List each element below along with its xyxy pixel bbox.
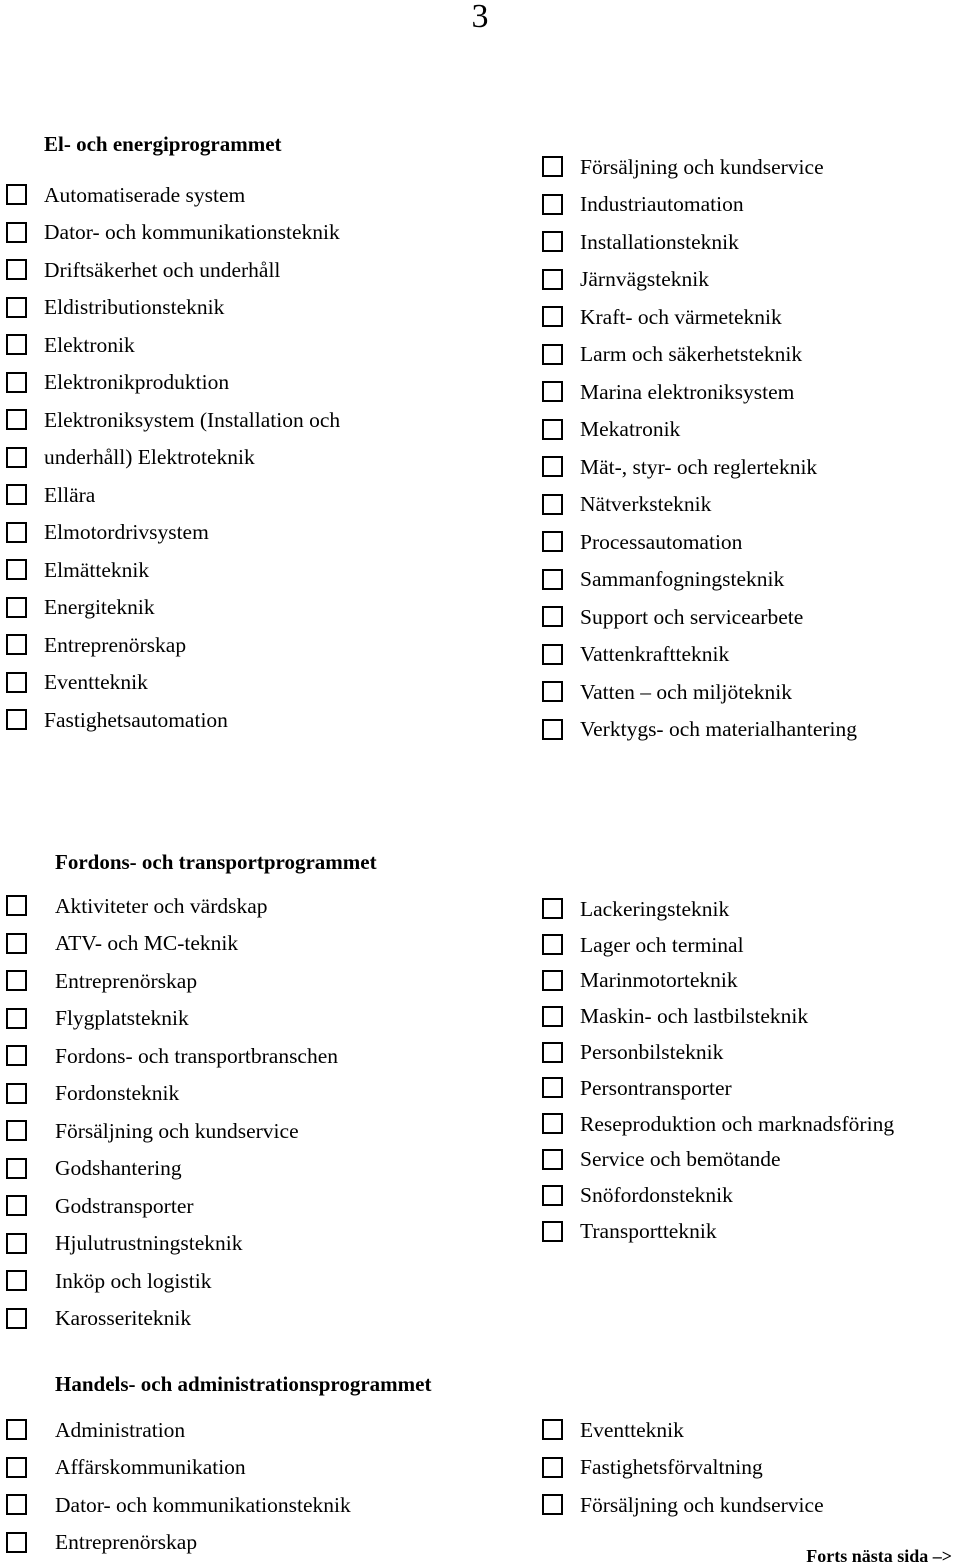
- checklist-item-label: Kraft- och värmeteknik: [580, 304, 782, 329]
- checklist-item-label: Entreprenörskap: [55, 1530, 198, 1555]
- checklist-item: [6, 962, 338, 1000]
- checklist-item-label: Transportteknik: [580, 1219, 717, 1244]
- checklist-item: [6, 364, 340, 402]
- checklist-item-label: Fastighetsförvaltning: [580, 1455, 763, 1480]
- checklist-item-label: Marinmotorteknik: [580, 968, 738, 993]
- checklist-item-label: Eldistributionsteknik: [44, 295, 225, 320]
- checklist-item-label: Nätverksteknik: [580, 492, 712, 517]
- checklist-item: [6, 1449, 351, 1487]
- checklist-item-label: Hjulutrustningsteknik: [55, 1231, 243, 1256]
- checkbox[interactable]: [6, 184, 27, 205]
- checkbox[interactable]: [6, 1457, 27, 1478]
- checklist-item: [542, 673, 857, 711]
- checkbox[interactable]: [6, 1233, 27, 1254]
- checkbox[interactable]: [6, 1120, 27, 1141]
- checklist-item: [542, 523, 857, 561]
- checklist-item-label: Affärskommunikation: [55, 1455, 246, 1480]
- checklist-item: [542, 927, 894, 963]
- checklist-item: [6, 1000, 338, 1038]
- checkbox[interactable]: [6, 1270, 27, 1291]
- checklist-item-label: Elmotordrivsystem: [44, 520, 209, 545]
- checklist-item-label: ATV- och MC-teknik: [55, 931, 239, 956]
- checklist-item: [542, 1106, 894, 1142]
- checklist-item: [6, 514, 340, 552]
- checklist-item: [6, 626, 340, 664]
- checklist-item: [542, 336, 857, 374]
- checklist-item: [542, 711, 857, 749]
- checklist-item: [542, 448, 857, 486]
- checklist-item: [542, 261, 857, 299]
- checklist-item-label: underhåll) Elektroteknik: [44, 445, 255, 470]
- checklist-item: [542, 148, 857, 186]
- checklist-item-label: Administration: [55, 1417, 186, 1442]
- checkbox[interactable]: [542, 719, 563, 740]
- checkbox[interactable]: [542, 1419, 563, 1440]
- checkbox[interactable]: [542, 419, 563, 440]
- checklist-item-label: Installationsteknik: [580, 229, 739, 254]
- checklist-item: [6, 214, 340, 252]
- checklist-item-label: Försäljning och kundservice: [55, 1118, 299, 1143]
- checklist-item: [542, 963, 894, 999]
- checkbox[interactable]: [6, 1083, 27, 1104]
- checkbox[interactable]: [6, 297, 27, 318]
- checklist-item-label: Automatiserade system: [44, 182, 246, 207]
- checklist-item-label: Fordons- och transportbranschen: [55, 1043, 339, 1068]
- checklist-item: [542, 1213, 894, 1249]
- checkbox[interactable]: [6, 895, 27, 916]
- checklist-item: [542, 561, 857, 599]
- checklist-item: [6, 1225, 338, 1263]
- checklist-item: [6, 1150, 338, 1188]
- checkbox[interactable]: [6, 409, 27, 430]
- checkbox[interactable]: [6, 1419, 27, 1440]
- checkbox[interactable]: [6, 484, 27, 505]
- checkbox[interactable]: [6, 1494, 27, 1515]
- checklist-item: [542, 298, 857, 336]
- checklist-item: [6, 551, 340, 589]
- checkbox[interactable]: [6, 1008, 27, 1029]
- checklist-item-label: Sammanfogningsteknik: [580, 567, 785, 592]
- checklist-item: [542, 411, 857, 449]
- checklist-item-label: Elektronik: [44, 332, 135, 357]
- checkbox[interactable]: [542, 1077, 563, 1098]
- section-heading-fordon-transport: Fordons- och transportprogrammet: [55, 850, 377, 874]
- checklist-item-label: Elektronikproduktion: [44, 370, 230, 395]
- checklist-item: [6, 439, 340, 477]
- checklist-item: [6, 401, 340, 439]
- checkbox[interactable]: [542, 898, 563, 919]
- checklist-item-label: Mät-, styr- och reglerteknik: [580, 454, 818, 479]
- checklist-item-label: Driftsäkerhet och underhåll: [44, 257, 281, 282]
- checklist-item: [6, 1262, 338, 1300]
- checklist-item: [542, 373, 857, 411]
- checkbox[interactable]: [542, 269, 563, 290]
- checklist-item: [6, 476, 340, 514]
- checklist-item-label: Lager och terminal: [580, 932, 744, 957]
- checklist-item: [542, 1177, 894, 1213]
- checklist-item: [6, 326, 340, 364]
- checklist-item: [6, 925, 338, 963]
- checklist-item-label: Elektroniksystem (Installation och: [44, 407, 341, 432]
- checklist-item-label: Dator- och kommunikationsteknik: [55, 1492, 351, 1517]
- checklist-item-label: Service och bemötande: [580, 1147, 781, 1172]
- checklist-item-label: Aktiviteter och värdskap: [55, 893, 268, 918]
- checkbox[interactable]: [6, 1158, 27, 1179]
- checkbox[interactable]: [6, 1045, 27, 1066]
- checkbox[interactable]: [542, 456, 563, 477]
- checklist-item: [542, 1411, 824, 1449]
- checkbox[interactable]: [542, 1006, 563, 1027]
- checklist-item-label: Försäljning och kundservice: [580, 1492, 824, 1517]
- checkbox[interactable]: [542, 569, 563, 590]
- checklist-item-label: Järnvägsteknik: [580, 267, 709, 292]
- checklist-item-label: Eventteknik: [580, 1417, 684, 1442]
- checklist-item-label: Support och servicearbete: [580, 604, 804, 629]
- checkbox[interactable]: [6, 970, 27, 991]
- checklist-item: [542, 1486, 824, 1524]
- checklist-item-label: Karosseriteknik: [55, 1306, 192, 1331]
- checklist-item-label: Reseproduktion och marknadsföring: [580, 1111, 895, 1136]
- checklist-item-label: Försäljning och kundservice: [580, 154, 824, 179]
- checklist-item-label: Elmätteknik: [44, 557, 150, 582]
- checklist-item: [542, 486, 857, 524]
- checklist-item: [542, 1142, 894, 1178]
- checkbox[interactable]: [542, 1042, 563, 1063]
- page-number: 3: [471, 0, 489, 35]
- checklist-item-label: Maskin- och lastbilsteknik: [580, 1004, 809, 1029]
- section-heading-el-energi: El- och energiprogrammet: [44, 132, 282, 156]
- checklist-item-label: Lackeringsteknik: [580, 896, 730, 921]
- checklist-item-label: Industriautomation: [580, 192, 744, 217]
- checklist-item: [6, 289, 340, 327]
- checkbox[interactable]: [542, 531, 563, 552]
- checklist-item-label: Godstransporter: [55, 1193, 194, 1218]
- checkbox[interactable]: [542, 1149, 563, 1170]
- checkbox[interactable]: [542, 934, 563, 955]
- checklist-item: [542, 1449, 824, 1487]
- checklist-item-label: Processautomation: [580, 529, 743, 554]
- checkbox[interactable]: [542, 156, 563, 177]
- checklist-item-label: Personbilsteknik: [580, 1040, 724, 1065]
- checklist-item: [6, 1187, 338, 1225]
- checklist-item: [6, 1486, 351, 1524]
- checkbox[interactable]: [6, 259, 27, 280]
- checkbox[interactable]: [542, 1113, 563, 1134]
- checklist-item-label: Entreprenörskap: [44, 632, 187, 657]
- checkbox[interactable]: [542, 194, 563, 215]
- checkbox[interactable]: [6, 1308, 27, 1329]
- checklist-item: [6, 1112, 338, 1150]
- checkbox[interactable]: [542, 231, 563, 252]
- checkbox[interactable]: [6, 334, 27, 355]
- checklist-item-label: Vattenkraftteknik: [580, 642, 730, 667]
- checklist-item: [542, 1034, 894, 1070]
- checklist-handel-administration-left: [6, 1411, 351, 1561]
- checkbox[interactable]: [6, 597, 27, 618]
- checklist-item: [542, 998, 894, 1034]
- checkbox[interactable]: [6, 634, 27, 655]
- checkbox[interactable]: [6, 933, 27, 954]
- checklist-handel-administration-right: [542, 1411, 824, 1524]
- checkbox[interactable]: [542, 970, 563, 991]
- checkbox[interactable]: [6, 1532, 27, 1553]
- checkbox[interactable]: [542, 1185, 563, 1206]
- checklist-item-label: Snöfordonsteknik: [580, 1183, 733, 1208]
- checklist-item: [542, 891, 894, 927]
- checklist-item-label: Energiteknik: [44, 595, 155, 620]
- checklist-item: [6, 176, 340, 214]
- checklist-item-label: Larm och säkerhetsteknik: [580, 342, 803, 367]
- checklist-item-label: Flygplatsteknik: [55, 1006, 189, 1031]
- checklist-el-energi-left: [6, 176, 340, 739]
- checkbox[interactable]: [542, 1494, 563, 1515]
- continue-next-page-note: Forts nästa sida –>: [806, 1546, 952, 1566]
- checkbox[interactable]: [6, 672, 27, 693]
- checklist-item-label: Dator- och kommunikationsteknik: [44, 220, 340, 245]
- checklist-item-label: Verktygs- och materialhantering: [580, 717, 858, 742]
- checklist-item: [542, 186, 857, 224]
- checklist-item: [6, 1524, 351, 1562]
- checklist-item: [6, 887, 338, 925]
- checklist-el-energi-right: [542, 148, 857, 748]
- checklist-item-label: Persontransporter: [580, 1075, 732, 1100]
- checkbox[interactable]: [6, 447, 27, 468]
- checkbox[interactable]: [6, 709, 27, 730]
- checklist-item: [542, 1070, 894, 1106]
- checkbox[interactable]: [542, 1457, 563, 1478]
- checkbox[interactable]: [6, 522, 27, 543]
- checklist-item-label: Fordonsteknik: [55, 1081, 180, 1106]
- checklist-item-label: Godshantering: [55, 1156, 182, 1181]
- checkbox[interactable]: [6, 372, 27, 393]
- checkbox[interactable]: [542, 306, 563, 327]
- checklist-item: [6, 589, 340, 627]
- checkbox[interactable]: [542, 494, 563, 515]
- checklist-item: [542, 223, 857, 261]
- checklist-item-label: Entreprenörskap: [55, 968, 198, 993]
- checklist-item: [6, 1075, 338, 1113]
- checklist-item: [542, 636, 857, 674]
- section-heading-handel-administration: Handels- och administrationsprogrammet: [55, 1372, 432, 1396]
- checkbox[interactable]: [542, 381, 563, 402]
- checkbox[interactable]: [542, 606, 563, 627]
- checkbox[interactable]: [6, 559, 27, 580]
- checklist-item: [6, 1037, 338, 1075]
- checklist-item-label: Mekatronik: [580, 417, 681, 442]
- checklist-fordon-transport-right: [542, 891, 894, 1249]
- checkbox[interactable]: [542, 681, 563, 702]
- checkbox[interactable]: [6, 222, 27, 243]
- checklist-item-label: Ellära: [44, 482, 96, 507]
- checkbox[interactable]: [542, 344, 563, 365]
- checklist-fordon-transport-left: [6, 887, 338, 1337]
- checklist-item: [542, 598, 857, 636]
- checkbox[interactable]: [542, 1221, 563, 1242]
- checklist-item-label: Fastighetsautomation: [44, 707, 228, 732]
- checklist-item-label: Marina elektroniksystem: [580, 379, 795, 404]
- checklist-item: [6, 1300, 338, 1338]
- checklist-item-label: Inköp och logistik: [55, 1268, 212, 1293]
- checklist-item-label: Vatten – och miljöteknik: [580, 679, 792, 704]
- checklist-item: [6, 1411, 351, 1449]
- checkbox[interactable]: [6, 1195, 27, 1216]
- checklist-item: [6, 701, 340, 739]
- checkbox[interactable]: [542, 644, 563, 665]
- checklist-item: [6, 251, 340, 289]
- checklist-item: [6, 664, 340, 702]
- checklist-item-label: Eventteknik: [44, 670, 148, 695]
